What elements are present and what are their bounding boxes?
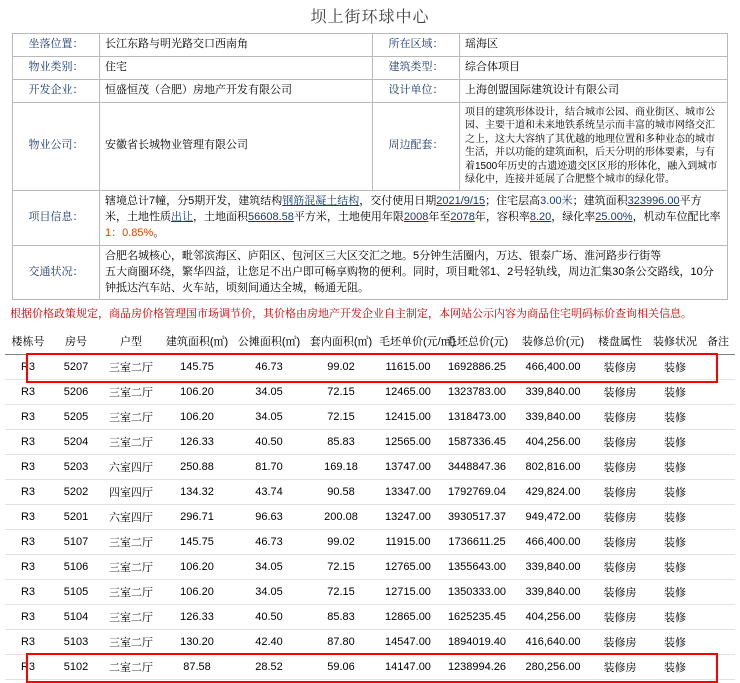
cell-户型: 三室二厅	[101, 529, 161, 554]
cell-装修状况: 装修	[649, 604, 701, 629]
value-traffic	[100, 245, 728, 300]
cell-楼盘属性: 装修房	[591, 529, 649, 554]
pd-land-nature: 出让	[171, 210, 193, 223]
label-traffic: 交通状况：	[13, 245, 100, 300]
cell-楼盘属性: 装修房	[591, 404, 649, 429]
table-row[interactable]	[5, 629, 735, 654]
cell-备注	[701, 504, 735, 529]
cell-备注	[701, 579, 735, 604]
cell-楼盘属性: 装修房	[591, 379, 649, 404]
cell-装修总价(元): 404,256.00	[515, 429, 591, 454]
cell-毛坯总价(元): 1894019.40	[439, 629, 515, 654]
cell-楼盘属性: 装修房	[591, 479, 649, 504]
cell-户型: 三室二厅	[101, 554, 161, 579]
cell-房号: 5103	[51, 629, 101, 654]
cell-公摊面积(㎡): 34.05	[233, 579, 305, 604]
col-shared-area: 公摊面积(㎡)	[233, 329, 305, 355]
cell-楼盘属性: 装修房	[591, 354, 649, 379]
pd-text-22: 。	[153, 226, 165, 239]
cell-楼栋号: R3	[5, 379, 51, 404]
cell-公摊面积(㎡): 96.63	[233, 504, 305, 529]
cell-毛坯总价(元): 1238994.26	[439, 654, 515, 679]
pd-build-area: 323996.00	[627, 194, 680, 207]
cell-楼栋号: R3	[5, 479, 51, 504]
pd-green-ratio: 25.00%	[595, 210, 633, 223]
cell-装修总价(元): 416,640.00	[515, 629, 591, 654]
label-property-type: 物业类别：	[13, 56, 100, 79]
cell-户型: 二室二厅	[101, 654, 161, 679]
cell-备注	[701, 354, 735, 379]
table-row[interactable]	[5, 404, 735, 429]
cell-套内面积(㎡): 90.58	[305, 479, 377, 504]
pd-text-16: 年，容积率	[474, 210, 530, 223]
label-location: 坐落位置：	[13, 34, 100, 57]
info-row-property-type	[13, 56, 728, 79]
cell-备注	[701, 604, 735, 629]
cell-装修状况: 装修	[649, 579, 701, 604]
cell-毛坯单价(元/㎡): 12565.00	[377, 429, 439, 454]
cell-房号: 5205	[51, 404, 101, 429]
value-district: 瑶海区	[460, 34, 728, 57]
cell-公摊面积(㎡): 40.50	[233, 429, 305, 454]
pd-plot-ratio: 8.20	[529, 210, 552, 223]
cell-备注	[701, 529, 735, 554]
table-row[interactable]	[5, 504, 735, 529]
cell-户型: 三室二厅	[101, 404, 161, 429]
cell-房号: 5102	[51, 654, 101, 679]
label-surroundings: 周边配套：	[373, 102, 460, 190]
cell-装修状况: 装修	[649, 354, 701, 379]
pd-parking-ratio: 1：0.85%	[105, 226, 154, 239]
cell-楼栋号: R3	[5, 604, 51, 629]
cell-房号: 5107	[51, 529, 101, 554]
cell-公摊面积(㎡): 43.74	[233, 479, 305, 504]
cell-装修状况: 装修	[649, 454, 701, 479]
cell-户型: 三室二厅	[101, 429, 161, 454]
cell-装修总价(元): 339,840.00	[515, 554, 591, 579]
listing-wrapper	[0, 329, 740, 680]
cell-楼栋号: R3	[5, 579, 51, 604]
pd-text-4: ；住宅层高	[485, 194, 541, 207]
cell-户型: 三室二厅	[101, 354, 161, 379]
cell-建筑面积(㎡): 106.20	[161, 379, 233, 404]
cell-毛坯单价(元/㎡): 12765.00	[377, 554, 439, 579]
cell-装修总价(元): 949,472.00	[515, 504, 591, 529]
info-row-location	[13, 34, 728, 57]
value-surroundings: 项目的建筑形体设计，结合城市公园、商业街区、城市公园、主要干道和未来地铁系统呈示而丰富的城市网络交汇之上，这大大容纳了其优越的地理位置和多种业态的城市生活，并以功能的建筑面积，后天分明的形体要素，与有着1500年历史的古遗迹遗交区区形的形体化，融入到城市绿化中，连接并延展了合肥整个城市的绿化带。	[460, 102, 728, 190]
table-row[interactable]	[5, 479, 735, 504]
cell-套内面积(㎡): 99.02	[305, 354, 377, 379]
cell-房号: 5201	[51, 504, 101, 529]
cell-建筑面积(㎡): 87.58	[161, 654, 233, 679]
pd-structure: 钢筋混凝土结构	[282, 194, 360, 207]
cell-楼盘属性: 装修房	[591, 629, 649, 654]
col-layout: 户型	[101, 329, 161, 355]
cell-建筑面积(㎡): 106.20	[161, 554, 233, 579]
traffic-line-1: 五大商圈环绕，繁华四益，让您足不出户即可畅享购物的便利。同时，项目毗邻1、2号轻轨线，周边汇集30条公交路线，10分钟抵达汽车站、火车站，顷刻间通达全城，畅通无阻。	[105, 265, 714, 294]
cell-户型: 三室二厅	[101, 379, 161, 404]
cell-楼栋号: R3	[5, 654, 51, 679]
cell-毛坯单价(元/㎡): 11915.00	[377, 529, 439, 554]
info-row-management	[13, 102, 728, 190]
cell-装修总价(元): 429,824.00	[515, 479, 591, 504]
col-decoration-status: 装修状况	[649, 329, 701, 355]
cell-楼盘属性: 装修房	[591, 654, 649, 679]
pd-text-14: 年至	[428, 210, 451, 223]
col-building: 楼栋号	[5, 329, 51, 355]
cell-房号: 5104	[51, 604, 101, 629]
cell-楼栋号: R3	[5, 429, 51, 454]
cell-户型: 六室四厅	[101, 504, 161, 529]
pd-text-0: 辖境总计7幢，分5期开发，建筑结构	[105, 194, 283, 207]
cell-毛坯单价(元/㎡): 13347.00	[377, 479, 439, 504]
cell-毛坯总价(元): 1350333.00	[439, 579, 515, 604]
pd-land-end: 2078	[450, 210, 475, 223]
cell-备注	[701, 454, 735, 479]
pd-text-6: ；建筑面积	[572, 194, 628, 207]
col-inner-area: 套内面积(㎡)	[305, 329, 377, 355]
label-building-type: 建筑类型：	[373, 56, 460, 79]
info-row-traffic	[13, 245, 728, 300]
table-row[interactable]	[5, 579, 735, 604]
table-row[interactable]	[5, 529, 735, 554]
cell-楼栋号: R3	[5, 554, 51, 579]
pd-text-12: 平方米，土地使用年限	[293, 210, 404, 223]
cell-套内面积(㎡): 169.18	[305, 454, 377, 479]
cell-户型: 三室二厅	[101, 629, 161, 654]
pd-text-8: 平方米，土地性质	[105, 194, 702, 223]
cell-房号: 5106	[51, 554, 101, 579]
cell-建筑面积(㎡): 145.75	[161, 354, 233, 379]
cell-毛坯单价(元/㎡): 12415.00	[377, 404, 439, 429]
info-row-project-details	[13, 190, 728, 245]
cell-楼栋号: R3	[5, 629, 51, 654]
cell-公摊面积(㎡): 34.05	[233, 554, 305, 579]
cell-装修状况: 装修	[649, 629, 701, 654]
cell-公摊面积(㎡): 46.73	[233, 529, 305, 554]
label-district: 所在区域：	[373, 34, 460, 57]
cell-装修总价(元): 339,840.00	[515, 579, 591, 604]
cell-套内面积(㎡): 87.80	[305, 629, 377, 654]
cell-套内面积(㎡): 72.15	[305, 554, 377, 579]
cell-装修状况: 装修	[649, 429, 701, 454]
pd-land-start: 2008	[403, 210, 429, 223]
table-row[interactable]	[5, 554, 735, 579]
cell-公摊面积(㎡): 81.70	[233, 454, 305, 479]
cell-装修总价(元): 339,840.00	[515, 379, 591, 404]
cell-毛坯总价(元): 3930517.37	[439, 504, 515, 529]
cell-套内面积(㎡): 85.83	[305, 604, 377, 629]
label-project-details: 项目信息：	[13, 190, 100, 245]
table-row[interactable]	[5, 379, 735, 404]
cell-楼盘属性: 装修房	[591, 604, 649, 629]
cell-毛坯单价(元/㎡): 13247.00	[377, 504, 439, 529]
cell-套内面积(㎡): 72.15	[305, 404, 377, 429]
value-design-unit: 上海创盟国际建筑设计有限公司	[460, 79, 728, 102]
col-property-attr: 楼盘属性	[591, 329, 649, 355]
cell-装修状况: 装修	[649, 404, 701, 429]
pd-text-18: ，绿化率	[551, 210, 596, 223]
price-policy-note: 根据价格政策规定，商品房价格管理国市场调节价，其价格由房地产开发企业自主制定，本网站公示内容为商品住宅明码标价查询相关信息。	[10, 308, 692, 321]
value-property-type: 住宅	[100, 56, 373, 79]
cell-毛坯总价(元): 1692886.25	[439, 354, 515, 379]
table-row[interactable]	[5, 429, 735, 454]
table-row[interactable]	[5, 454, 735, 479]
traffic-line-2: 合肥名城核心，毗邻滨海区、庐阳区、包河区三大区交汇之地。5分钟生活圈内，万达、银泰广场、淮河路步行街等	[105, 249, 662, 262]
pd-floor-height: 3.00米	[540, 194, 573, 207]
cell-楼盘属性: 装修房	[591, 454, 649, 479]
cell-户型: 三室二厅	[101, 579, 161, 604]
cell-装修状况: 装修	[649, 654, 701, 679]
cell-备注	[701, 554, 735, 579]
col-room: 房号	[51, 329, 101, 355]
cell-毛坯单价(元/㎡): 14147.00	[377, 654, 439, 679]
cell-建筑面积(㎡): 126.33	[161, 604, 233, 629]
cell-毛坯总价(元): 1736611.25	[439, 529, 515, 554]
cell-备注	[701, 654, 735, 679]
cell-建筑面积(㎡): 296.71	[161, 504, 233, 529]
cell-毛坯单价(元/㎡): 13747.00	[377, 454, 439, 479]
listing-table	[5, 329, 735, 680]
value-building-type: 综合体项目	[460, 56, 728, 79]
cell-公摊面积(㎡): 40.50	[233, 604, 305, 629]
cell-建筑面积(㎡): 134.32	[161, 479, 233, 504]
cell-公摊面积(㎡): 34.05	[233, 404, 305, 429]
cell-公摊面积(㎡): 46.73	[233, 354, 305, 379]
pd-land-area: 56608.58	[248, 210, 294, 223]
cell-楼盘属性: 装修房	[591, 429, 649, 454]
cell-楼栋号: R3	[5, 404, 51, 429]
cell-毛坯总价(元): 3448847.36	[439, 454, 515, 479]
value-project-details	[100, 190, 728, 245]
cell-套内面积(㎡): 72.15	[305, 379, 377, 404]
cell-装修状况: 装修	[649, 479, 701, 504]
cell-公摊面积(㎡): 28.52	[233, 654, 305, 679]
table-row[interactable]	[5, 354, 735, 379]
cell-楼栋号: R3	[5, 529, 51, 554]
cell-建筑面积(㎡): 106.20	[161, 404, 233, 429]
col-total-price: 毛坯总价(元)	[439, 329, 515, 355]
cell-装修总价(元): 466,400.00	[515, 354, 591, 379]
cell-备注	[701, 404, 735, 429]
cell-建筑面积(㎡): 130.20	[161, 629, 233, 654]
cell-备注	[701, 379, 735, 404]
cell-套内面积(㎡): 200.08	[305, 504, 377, 529]
cell-装修状况: 装修	[649, 504, 701, 529]
cell-套内面积(㎡): 72.15	[305, 579, 377, 604]
cell-毛坯单价(元/㎡): 12715.00	[377, 579, 439, 604]
value-developer: 恒盛恒茂（合肥）房地产开发有限公司	[100, 79, 373, 102]
cell-楼栋号: R3	[5, 454, 51, 479]
table-row[interactable]	[5, 654, 735, 679]
pd-text-2: ，交付使用日期	[359, 194, 437, 207]
cell-毛坯单价(元/㎡): 11615.00	[377, 354, 439, 379]
col-build-area: 建筑面积(㎡)	[161, 329, 233, 355]
cell-装修总价(元): 339,840.00	[515, 404, 591, 429]
page-title: 坝上街环球中心	[310, 9, 430, 26]
cell-毛坯总价(元): 1625235.45	[439, 604, 515, 629]
cell-装修状况: 装修	[649, 529, 701, 554]
cell-装修总价(元): 404,256.00	[515, 604, 591, 629]
cell-毛坯单价(元/㎡): 14547.00	[377, 629, 439, 654]
cell-毛坯单价(元/㎡): 12865.00	[377, 604, 439, 629]
cell-套内面积(㎡): 99.02	[305, 529, 377, 554]
label-management-company: 物业公司：	[13, 102, 100, 190]
table-row[interactable]	[5, 604, 735, 629]
cell-毛坯总价(元): 1587336.45	[439, 429, 515, 454]
cell-备注	[701, 429, 735, 454]
cell-楼盘属性: 装修房	[591, 579, 649, 604]
project-info-table	[12, 33, 728, 300]
cell-套内面积(㎡): 59.06	[305, 654, 377, 679]
cell-建筑面积(㎡): 145.75	[161, 529, 233, 554]
listing-header-row	[5, 329, 735, 355]
cell-房号: 5202	[51, 479, 101, 504]
cell-备注	[701, 479, 735, 504]
cell-户型: 三室二厅	[101, 604, 161, 629]
pd-text-10: ，土地面积	[193, 210, 248, 223]
pd-text-20: ，机动车位配比率	[632, 210, 721, 223]
cell-毛坯单价(元/㎡): 12465.00	[377, 379, 439, 404]
pd-delivery-date: 2021/9/15	[436, 194, 486, 207]
label-developer: 开发企业：	[13, 79, 100, 102]
col-decoration-price: 装修总价(元)	[515, 329, 591, 355]
cell-毛坯总价(元): 1318473.00	[439, 404, 515, 429]
value-location: 长江东路与明光路交口西南角	[100, 34, 373, 57]
cell-毛坯总价(元): 1792769.04	[439, 479, 515, 504]
info-row-developer	[13, 79, 728, 102]
cell-装修总价(元): 466,400.00	[515, 529, 591, 554]
cell-套内面积(㎡): 85.83	[305, 429, 377, 454]
cell-毛坯总价(元): 1355643.00	[439, 554, 515, 579]
cell-公摊面积(㎡): 42.40	[233, 629, 305, 654]
col-unit-price: 毛坯单价(元/㎡)	[377, 329, 439, 355]
cell-户型: 四室四厅	[101, 479, 161, 504]
cell-房号: 5207	[51, 354, 101, 379]
cell-房号: 5203	[51, 454, 101, 479]
cell-楼栋号: R3	[5, 504, 51, 529]
col-remark: 备注	[701, 329, 735, 355]
cell-装修总价(元): 280,256.00	[515, 654, 591, 679]
cell-房号: 5204	[51, 429, 101, 454]
cell-装修状况: 装修	[649, 379, 701, 404]
cell-建筑面积(㎡): 126.33	[161, 429, 233, 454]
cell-毛坯总价(元): 1323783.00	[439, 379, 515, 404]
cell-公摊面积(㎡): 34.05	[233, 379, 305, 404]
cell-楼盘属性: 装修房	[591, 504, 649, 529]
cell-楼栋号: R3	[5, 354, 51, 379]
cell-建筑面积(㎡): 106.20	[161, 579, 233, 604]
label-design-unit: 设计单位：	[373, 79, 460, 102]
cell-房号: 5105	[51, 579, 101, 604]
cell-备注	[701, 629, 735, 654]
cell-楼盘属性: 装修房	[591, 554, 649, 579]
cell-房号: 5206	[51, 379, 101, 404]
cell-建筑面积(㎡): 250.88	[161, 454, 233, 479]
cell-装修状况: 装修	[649, 554, 701, 579]
value-management-company: 安徽省长城物业管理有限公司	[100, 102, 373, 190]
cell-装修总价(元): 802,816.00	[515, 454, 591, 479]
cell-户型: 六室四厅	[101, 454, 161, 479]
